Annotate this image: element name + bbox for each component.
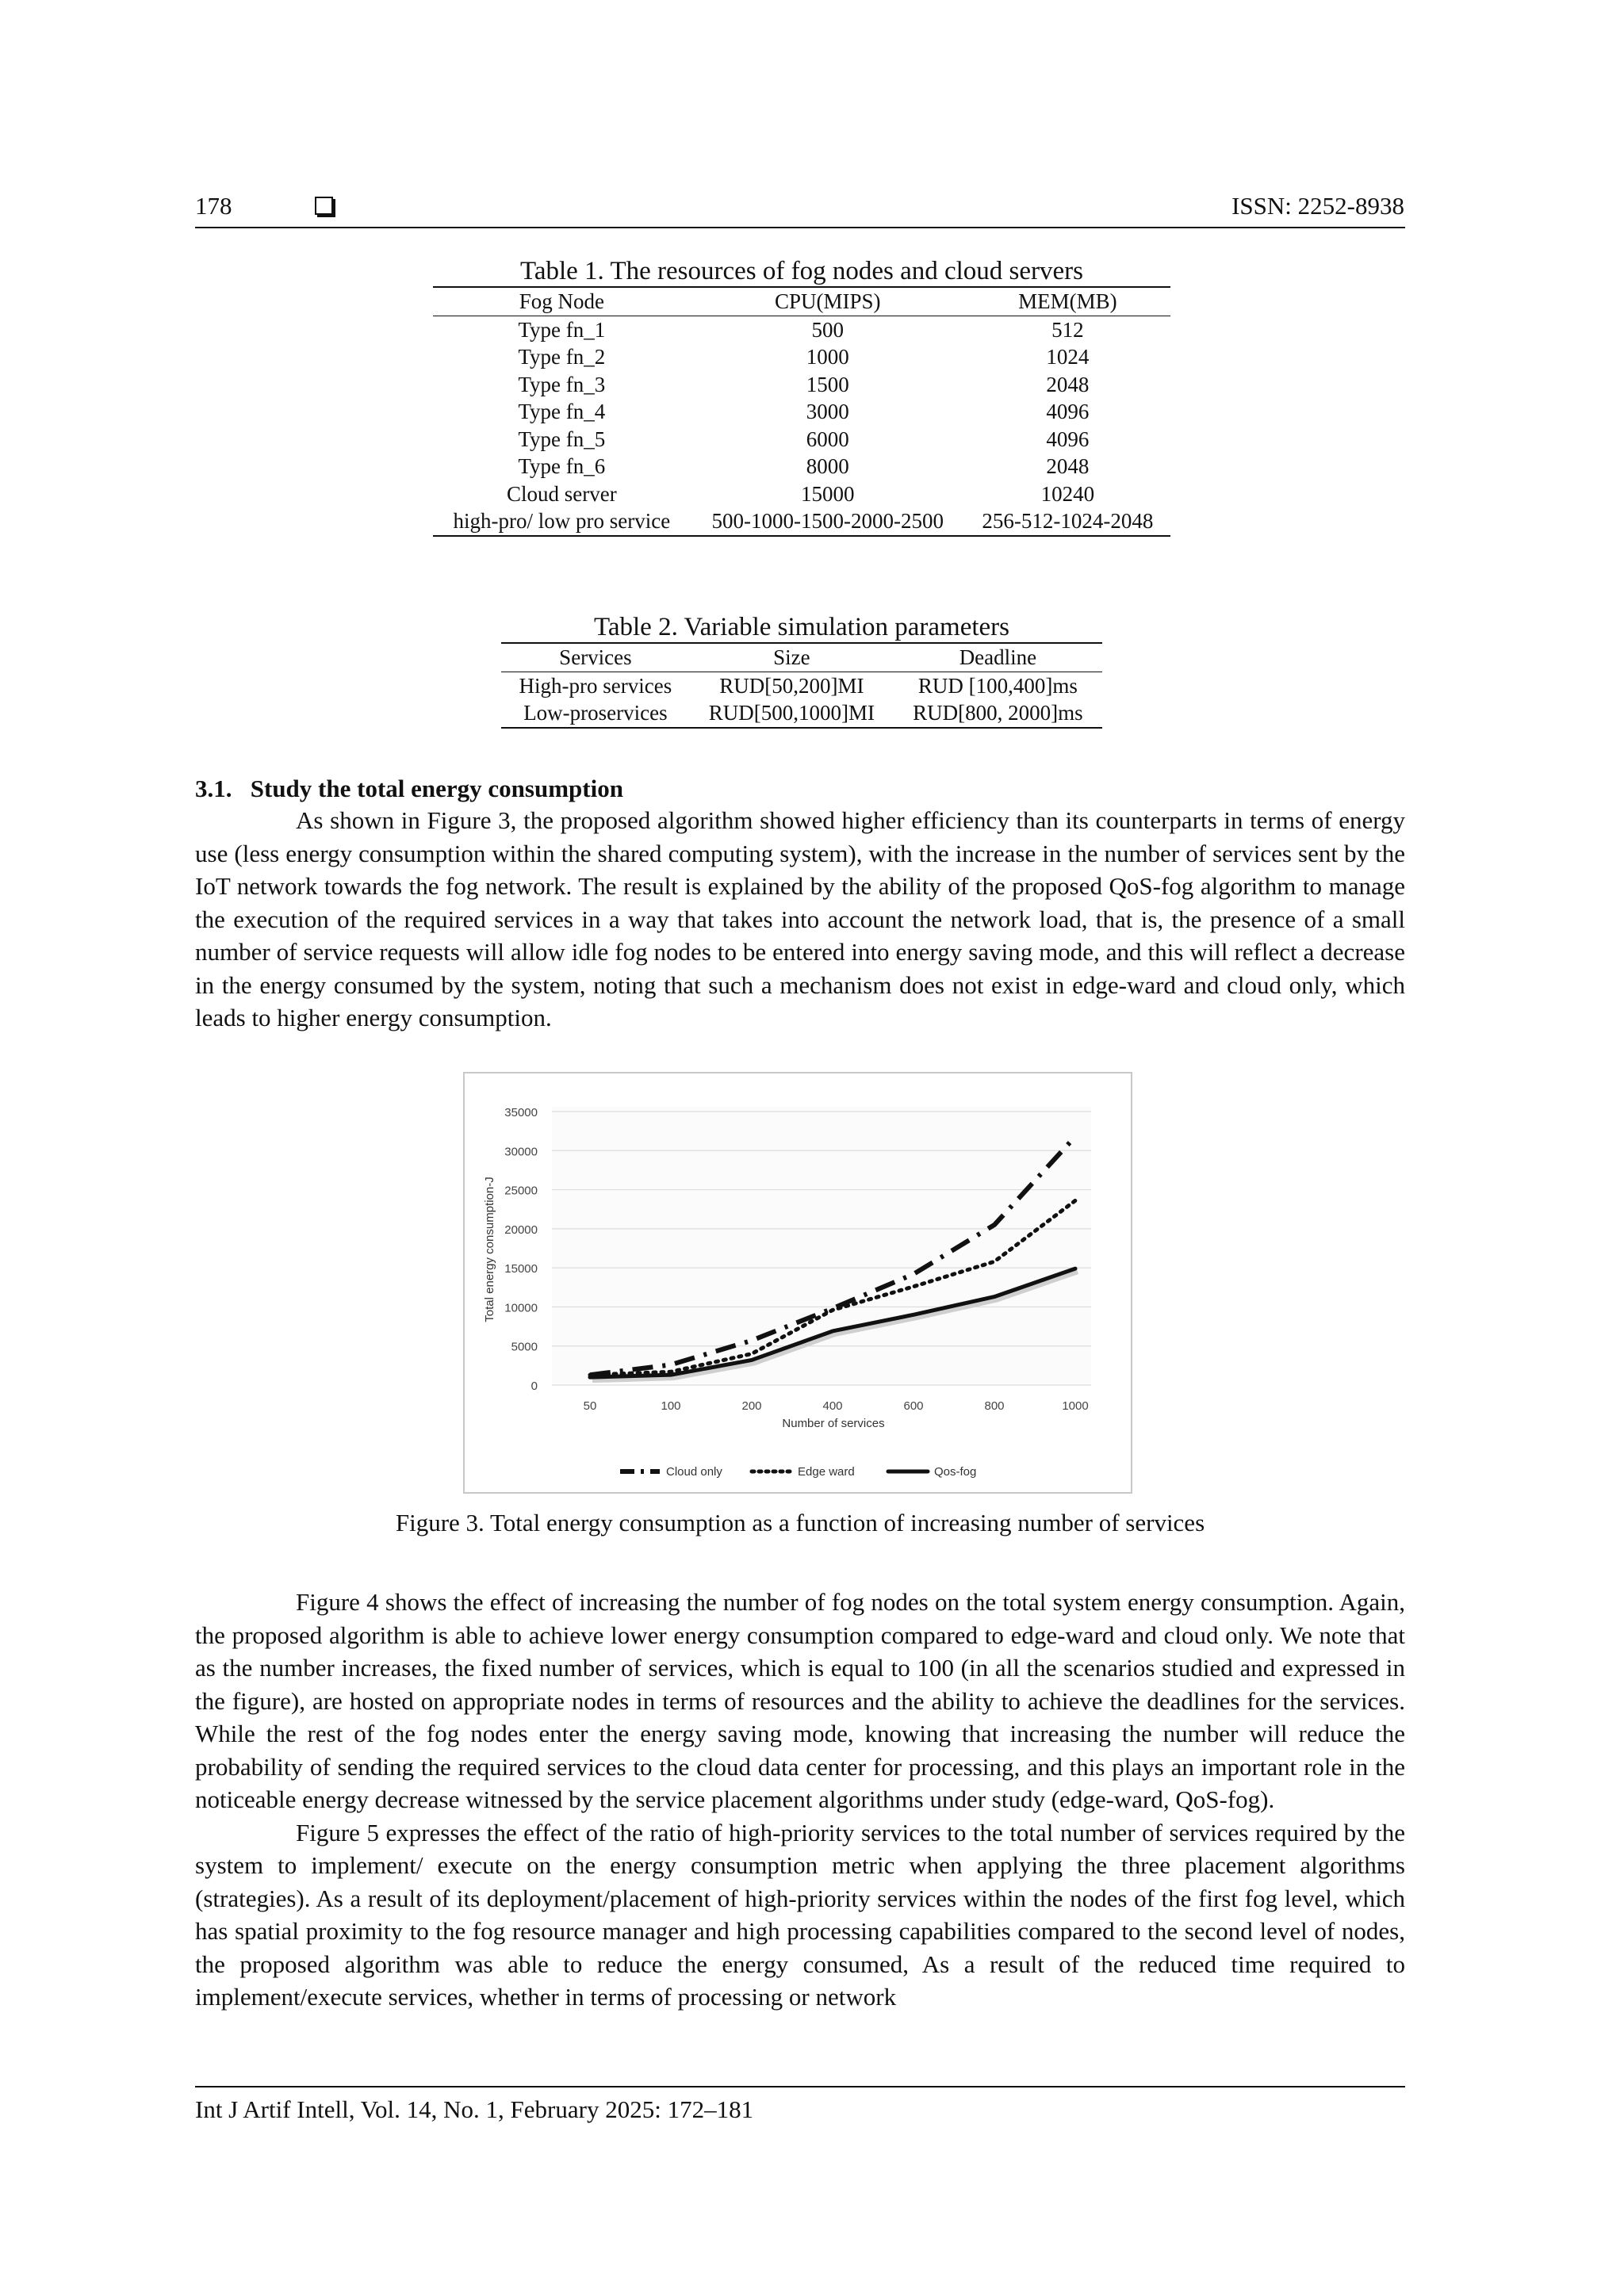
x-tick-label: 100 (661, 1399, 681, 1413)
paragraph-2 (195, 1586, 1405, 2014)
table-cell: high-pro/ low pro service (433, 507, 691, 536)
figure-3-frame (463, 1072, 1132, 1494)
table-cell: 3000 (806, 400, 849, 423)
page-number: 178 (195, 192, 232, 220)
table-row (433, 453, 1170, 480)
table-cell: 1024 (1046, 345, 1090, 369)
table-cell: RUD[800, 2000]ms (894, 699, 1102, 728)
table-cell: 1500 (806, 372, 849, 396)
table-2-grid (501, 642, 1102, 729)
paragraph-text: Figure 5 expresses the effect of the ratio of high-priority services to the total number of services required by the system to implement/ execute on the energy consumption metric when applying the three placement algorithms (strategies). As a result of its deployment/placement of high-priority services within the nodes of the first fog level, which has spatial proximity to the fog resource manager and high processing capabilities compared to the second level of nodes, the proposed algorithm was able to reduce the energy consumed, As a result of the reduced time required to implement/execute services, whether in terms of processing or network (195, 1818, 1405, 2011)
table-cell: Type fn_3 (518, 372, 606, 396)
table-2-caption: Table 2. Variable simulation parameters (594, 613, 1009, 641)
paragraph-text: Figure 4 shows the effect of increasing the number of fog nodes on the total system energy consumption. Again, the proposed algorithm is able to achieve lower energy consumption compared to edge-ward and cloud only. We note that as the number increases, the fixed number of services, which is equal to 100 (in all the scenarios studied and expressed in the figure), are hosted on appropriate nodes in terms of resources and the ability to achieve the deadlines for the services. While the rest of the fog nodes enter the energy saving mode, knowing that increasing the number will reduce the probability of sending the required services to the cloud data center for processing, and this plays an important role in the noticeable energy decrease witnessed by the service placement algorithms under study (edge-ward, QoS-fog). (195, 1588, 1405, 1813)
legend-label: Edge ward (798, 1465, 855, 1479)
table-cell: 512 (1051, 317, 1084, 342)
y-tick-label: 30000 (504, 1145, 538, 1159)
x-tick-label: 400 (822, 1399, 843, 1413)
table-header: CPU(MIPS) (691, 287, 965, 316)
section-title: 3.1. Study the total energy consumption (195, 775, 623, 802)
y-axis-label: Total energy consumption-J (483, 1177, 496, 1322)
table-row (433, 316, 1170, 343)
table-header: Services (501, 643, 690, 672)
table-cell: Cloud server (507, 481, 617, 506)
legend-label: Qos-fog (934, 1465, 977, 1479)
table-1-caption: Table 1. The resources of fog nodes and cloud servers (519, 257, 1083, 285)
y-tick-label: 15000 (504, 1262, 538, 1276)
table-cell: 1000 (806, 345, 849, 369)
table-cell: 4096 (1046, 400, 1090, 423)
table-cell: 500-1000-1500-2000-2500 (691, 507, 965, 536)
table-1 (433, 256, 1170, 537)
table-cell: RUD [100,400]ms (917, 673, 1078, 698)
table-header-row (433, 287, 1170, 316)
table-cell: 10240 (1040, 481, 1095, 506)
paragraph-text: As shown in Figure 3, the proposed algorithm showed higher efficiency than its counterparts in terms of energy use (less energy consumption within the shared computing system), with the increase in the number of services sent by the IoT network towards the fog network. The result is explained by the ability of the proposed QoS-fog algorithm to manage the execution of the required services in a way that takes into account the network load, that is, the presence of a small number of service requests will allow idle fog nodes to be entered into energy saving mode, and this will reflect a decrease in the energy consumed by the system, noting that such a mechanism does not exist in edge-ward and cloud only, which leads to higher energy consumption. (195, 806, 1405, 1031)
x-tick-label: 50 (583, 1399, 597, 1413)
table-cell: 500 (811, 317, 845, 342)
table-cell: 15000 (801, 481, 855, 506)
table-row (501, 699, 1102, 728)
x-tick-label: 800 (984, 1399, 1005, 1413)
table-header: MEM(MB) (965, 287, 1170, 316)
table-1-grid (433, 286, 1170, 537)
y-tick-label: 0 (530, 1380, 538, 1393)
issn: ISSN: 2252-8938 (1231, 192, 1404, 220)
table-row (433, 371, 1170, 399)
table-cell: 2048 (1046, 454, 1090, 478)
paragraph-1 (195, 804, 1405, 1035)
figure-3-caption: Figure 3. Total energy consumption as a function of increasing number of services (395, 1509, 1205, 1536)
x-axis-label: Number of services (782, 1417, 885, 1430)
x-tick-label: 200 (741, 1399, 762, 1413)
y-tick-label: 20000 (504, 1223, 538, 1237)
table-row (433, 480, 1170, 508)
table-cell: RUD[500,1000]MI (690, 699, 894, 728)
table-cell: Low-proservices (501, 699, 690, 728)
table-cell: 2048 (1046, 372, 1090, 396)
table-cell: Type fn_4 (518, 400, 606, 423)
y-tick-label: 10000 (504, 1301, 538, 1315)
table-header: Fog Node (433, 287, 691, 316)
table-header-row (501, 643, 1102, 672)
plot-area (552, 1107, 1091, 1385)
table-cell: 6000 (806, 427, 849, 451)
square-icon (315, 197, 333, 215)
table-cell: 4096 (1046, 427, 1090, 451)
legend-label: Cloud only (666, 1465, 722, 1479)
header-rule (195, 227, 1405, 228)
table-cell: High-pro services (519, 673, 672, 698)
table-cell: 256-512-1024-2048 (965, 507, 1170, 536)
x-tick-label: 1000 (1062, 1399, 1089, 1413)
y-tick-label: 5000 (511, 1340, 538, 1354)
table-cell: 8000 (806, 454, 849, 478)
table-cell: RUD[50,200]MI (719, 673, 864, 698)
table-row (433, 343, 1170, 371)
table-header: Deadline (894, 643, 1102, 672)
table-cell: Type fn_1 (518, 317, 606, 342)
table-row (501, 672, 1102, 699)
table-row (433, 426, 1170, 453)
x-tick-label: 600 (903, 1399, 924, 1413)
table-row (433, 507, 1170, 536)
energy-chart (465, 1073, 1131, 1492)
footer-citation: Int J Artif Intell, Vol. 14, No. 1, February 2025: 172–181 (195, 2095, 754, 2123)
table-cell: Type fn_6 (518, 454, 606, 478)
y-tick-label: 25000 (504, 1184, 538, 1198)
table-row (433, 398, 1170, 426)
table-2 (501, 612, 1102, 729)
table-header: Size (690, 643, 894, 672)
footer-rule (195, 2086, 1405, 2087)
y-tick-label: 35000 (504, 1106, 538, 1119)
table-cell: Type fn_2 (518, 345, 606, 369)
table-cell: Type fn_5 (518, 427, 606, 451)
